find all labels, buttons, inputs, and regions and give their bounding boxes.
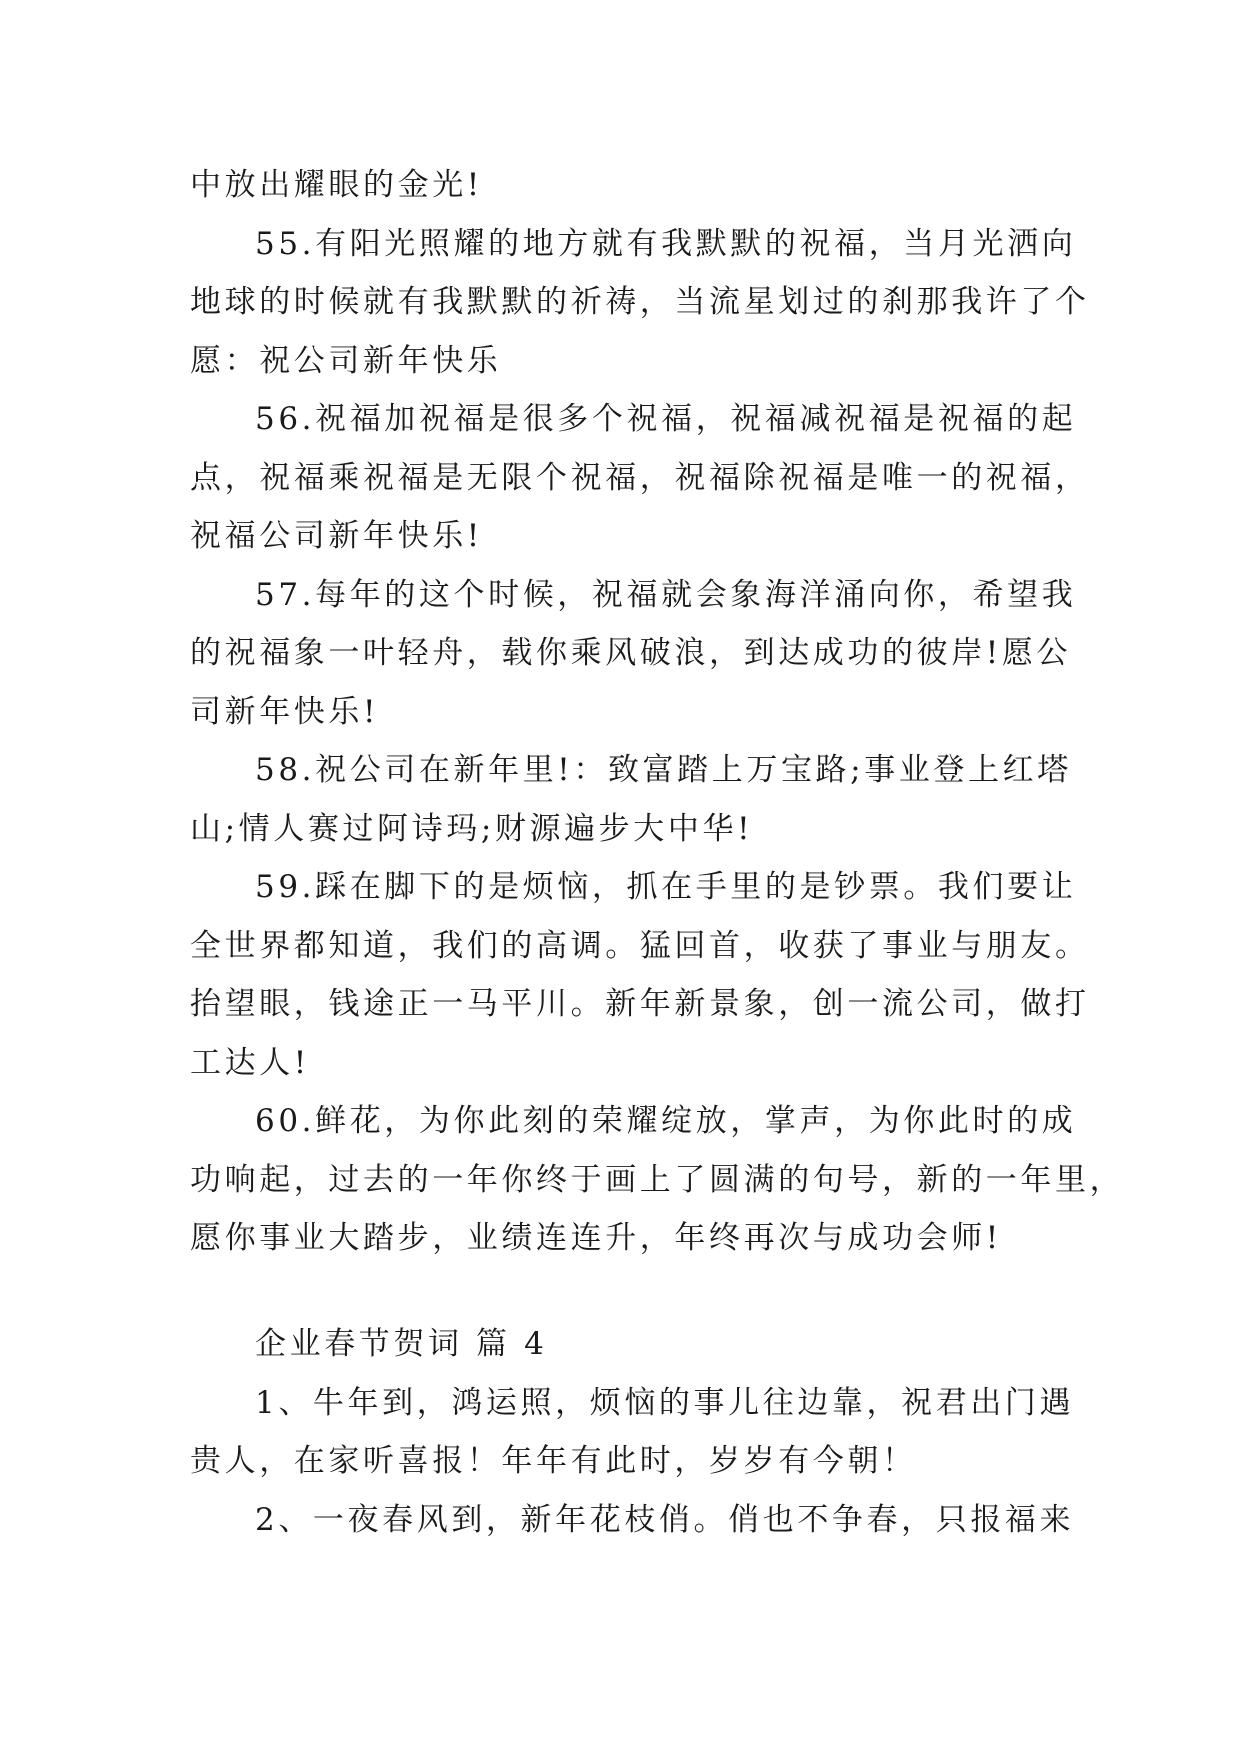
paragraph-line: 1、牛年到，鸿运照，烦恼的事儿往边靠，祝君出门遇 [255, 1385, 1075, 1421]
paragraph-line: 贵人，在家听喜报！年年有此时，岁岁有今朝！ [190, 1443, 917, 1479]
paragraph-line: 的祝福象一叶轻舟，载你乘风破浪，到达成功的彼岸!愿公 [190, 635, 1072, 671]
paragraph-line: 抬望眼，钱途正一马平川。新年新景象，创一流公司，做打 [190, 986, 1090, 1022]
paragraph-line: 司新年快乐! [190, 694, 380, 730]
paragraph-line: 57.每年的这个时候，祝福就会象海洋涌向你，希望我 [255, 577, 1077, 613]
paragraph-line: 60.鲜花，为你此刻的荣耀绽放，掌声，为你此时的成 [255, 1103, 1077, 1139]
paragraph-line: 愿你事业大踏步，业绩连连升，年终再次与成功会师! [190, 1220, 1002, 1256]
paragraph-line: 功响起，过去的一年你终于画上了圆满的句号，新的一年里， [190, 1162, 1125, 1198]
paragraph-line: 山;情人赛过阿诗玛;财源遍步大中华! [190, 811, 754, 847]
paragraph-line: 2、一夜春风到，新年花枝俏。俏也不争春，只报福来 [255, 1502, 1075, 1538]
paragraph-line: 58.祝公司在新年里!：致富踏上万宝路;事业登上红塔 [255, 752, 1072, 788]
paragraph-line: 点，祝福乘祝福是无限个祝福，祝福除祝福是唯一的祝福， [190, 460, 1090, 496]
paragraph-line: 愿：祝公司新年快乐 [190, 343, 502, 379]
paragraph-line: 全世界都知道，我们的高调。猛回首，收获了事业与朋友。 [190, 928, 1090, 964]
paragraph-line: 55.有阳光照耀的地方就有我默默的祝福，当月光洒向 [255, 226, 1077, 262]
section-heading: 企业春节贺词 篇 4 [255, 1326, 548, 1362]
paragraph-line: 中放出耀眼的金光! [190, 167, 483, 203]
paragraph-line: 59.踩在脚下的是烦恼，抓在手里的是钞票。我们要让 [255, 869, 1077, 905]
paragraph-line: 地球的时候就有我默默的祈祷，当流星划过的刹那我许了个 [190, 284, 1090, 320]
paragraph-line: 工达人! [190, 1045, 310, 1081]
paragraph-line: 祝福公司新年快乐! [190, 518, 483, 554]
paragraph-line: 56.祝福加祝福是很多个祝福，祝福减祝福是祝福的起 [255, 401, 1077, 437]
